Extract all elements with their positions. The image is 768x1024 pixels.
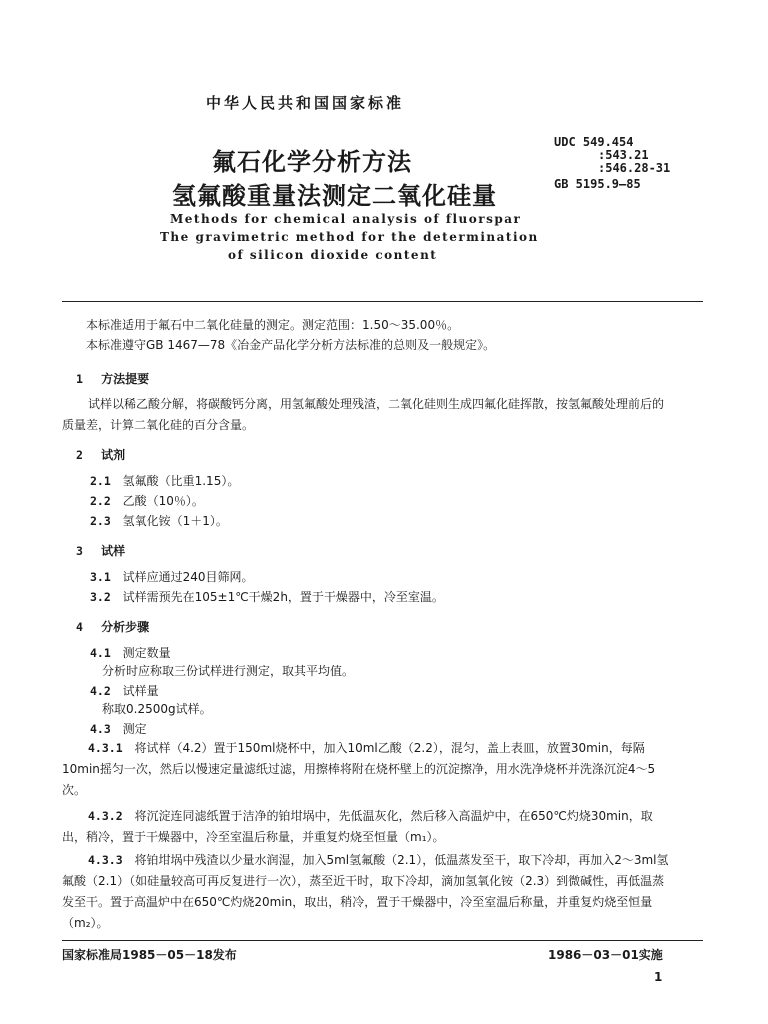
english-title-line1: Methods for chemical analysis of fluorspar (170, 212, 522, 226)
item-text: 氢氟酸（比重1.15）。 (122, 474, 240, 488)
item-number: 4.3.1 (88, 741, 123, 755)
subsection-4-3-2 (62, 806, 670, 848)
list-item (90, 510, 228, 532)
item-text: 将铂坩埚中残渣以少量水润湿，加入5ml氢氟酸（2.1），低温蒸发至干，取下冷却，再加入2～3ml氢氟酸（2.1）（如硅量较高可再反复进行一次），蒸至近干时，取下冷却，滴加氢氧化铵（2.3）到微碱性，再低温蒸发至干。置于高温炉中在650℃灼烧20min，取出，稍冷，置于干燥器中，冷至室温后称量，并重复灼烧至恒量（m₂）。 (62, 853, 669, 930)
issue-date: 国家标准局1985－05－18发布 (62, 948, 237, 962)
section-4-heading (76, 618, 149, 635)
item-number: 4.3.2 (88, 809, 123, 823)
item-number: 2.3 (90, 514, 111, 528)
issuing-authority-header: 中华人民共和国国家标准 (206, 94, 405, 112)
item-text: 试样需预先在105±1℃干燥2h，置于干燥器中，冷至室温。 (122, 590, 444, 604)
section-3-heading (76, 542, 125, 559)
item-text: 乙酸（10％）。 (122, 494, 204, 508)
list-item (90, 470, 239, 492)
subsection-4-3-1 (62, 738, 670, 801)
item-number: 2.2 (90, 494, 111, 508)
item-text: 氢氧化铵（1＋1）。 (122, 514, 228, 528)
udc-code-sub1: :543.21 (598, 148, 649, 162)
effective-date: 1986－03－01实施 (548, 948, 663, 962)
item-number: 4.3.3 (88, 853, 123, 867)
section-number: 3 (76, 544, 83, 558)
list-item (90, 566, 254, 588)
document-title-line2: 氢氟酸重量法测定二氧化硅量 (172, 182, 497, 210)
list-item (90, 586, 444, 608)
section-number: 1 (76, 372, 83, 386)
item-text: 将沉淀连同滤纸置于洁净的铂坩埚中，先低温灰化，然后移入高温炉中，在650℃灼烧30min，取出，稍冷，置于干燥器中，冷至室温后称量，并重复灼烧至恒量（m₁）。 (62, 809, 653, 844)
document-title-line1: 氟石化学分析方法 (212, 148, 412, 176)
section-title: 分析步骤 (101, 620, 150, 634)
subsection-4-2-text: 称取0.2500g试样。 (102, 702, 212, 716)
section-number: 2 (76, 448, 83, 462)
item-number: 3.1 (90, 570, 111, 584)
page-number: 1 (654, 970, 663, 984)
udc-code-sub2: :546.28-31 (598, 161, 671, 175)
intro-scope: 本标准适用于氟石中二氧化硅量的测定。测定范围：1.50～35.00％。 (86, 318, 460, 332)
item-number: 3.2 (90, 590, 111, 604)
section-title: 试样 (101, 544, 126, 558)
section-title: 方法提要 (101, 372, 150, 386)
section-1-text: 试样以稀乙酸分解，将碳酸钙分离，用氢氟酸处理残渣，二氧化硅则生成四氟化硅挥散，按氢氟酸处理前后的质量差，计算二氧化硅的百分含量。 (62, 397, 665, 432)
section-1-heading (76, 370, 149, 387)
gb-code: GB 5195.9—85 (554, 177, 641, 191)
item-number: 4.2 (90, 684, 111, 698)
section-number: 4 (76, 620, 83, 634)
udc-code: UDC 549.454 (554, 135, 634, 149)
subsection-4-3-3 (62, 850, 670, 934)
section-2-heading (76, 446, 125, 463)
english-title-line3: of silicon dioxide content (228, 248, 438, 262)
list-item (90, 490, 204, 512)
header-divider (62, 301, 703, 302)
item-text: 将试样（4.2）置于150ml烧杯中，加入10ml乙酸（2.2），混匀，盖上表皿，放置30min，每隔10min摇匀一次，然后以慢速定量滤纸过滤，用擦棒将附在烧杯壁上的沉淀擦净，用水洗净烧杯并洗涤沉淀4～5次。 (62, 741, 656, 797)
item-number: 2.1 (90, 474, 111, 488)
english-title-line2: The gravimetric method for the determination (160, 230, 539, 244)
item-title: 测定数量 (122, 646, 171, 660)
item-title: 试样量 (122, 684, 159, 698)
item-title: 测定 (122, 722, 147, 736)
item-number: 4.3 (90, 722, 111, 736)
intro-compliance: 本标准遵守GB 1467—78《冶金产品化学分析方法标准的总则及一般规定》。 (86, 338, 496, 352)
item-text: 试样应通过240目筛网。 (122, 570, 254, 584)
classification-codes (554, 136, 670, 191)
item-number: 4.1 (90, 646, 111, 660)
subsection-4-3-heading (90, 718, 147, 740)
section-title: 试剂 (101, 448, 126, 462)
subsection-4-1-text: 分析时应称取三份试样进行测定，取其平均值。 (102, 664, 355, 678)
footer-divider (62, 940, 703, 941)
